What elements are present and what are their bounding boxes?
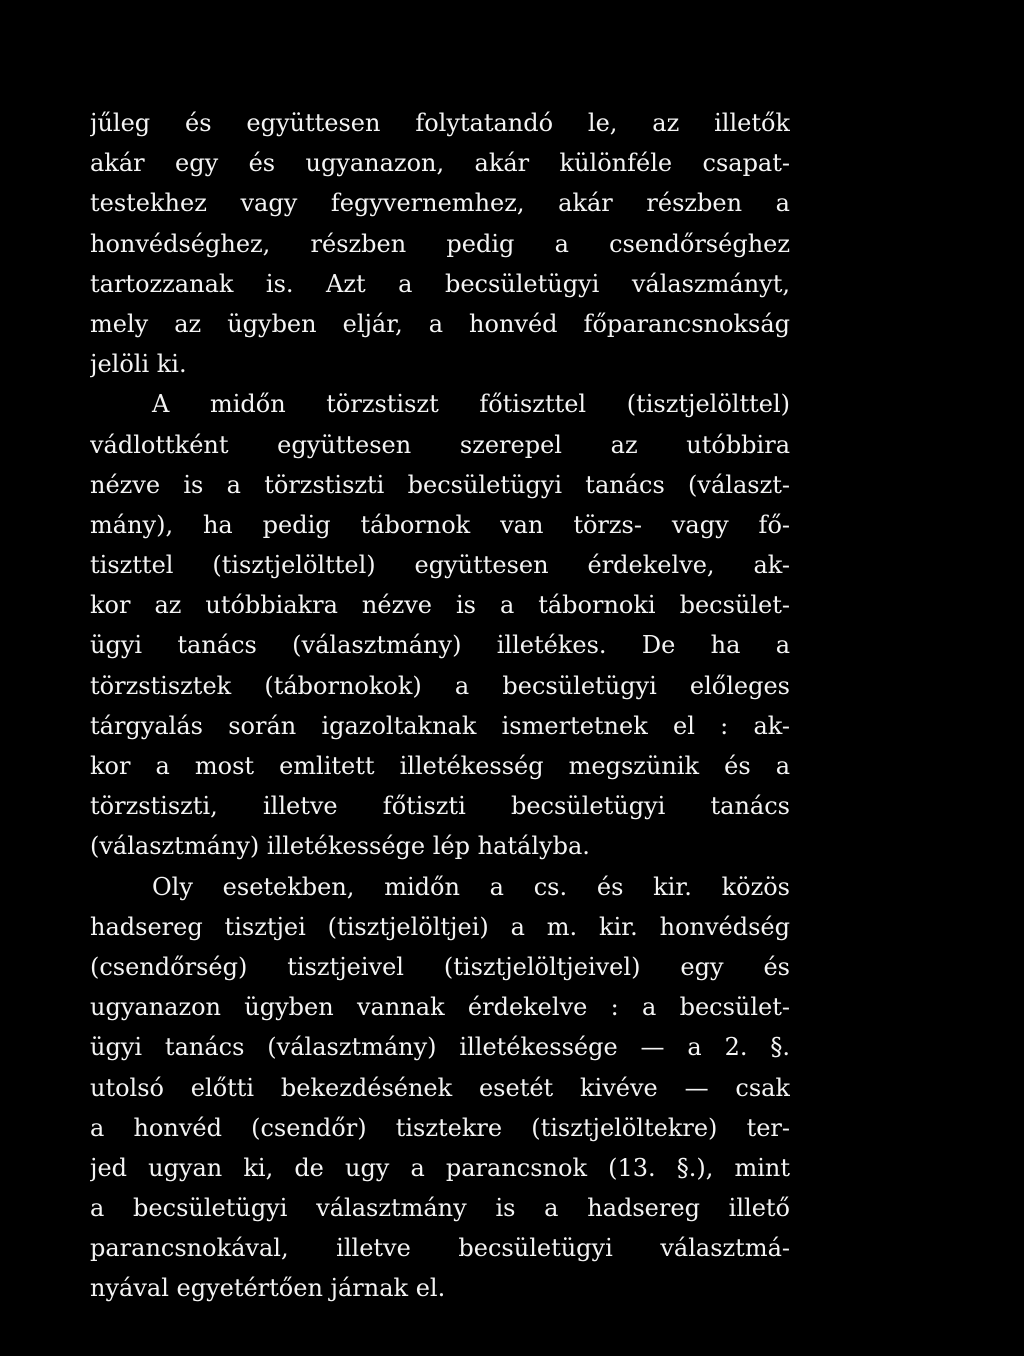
text-line: honvédséghez, részben pedig a csendőrséghez — [90, 229, 790, 258]
text-line: A midőn törzstiszt főtiszttel (tisztjelölttel) — [152, 390, 790, 419]
text-line: utolsó előtti bekezdésének esetét kivéve — csak — [90, 1073, 790, 1102]
text-line: törzstiszti, illetve főtiszti becsületügyi tanács — [90, 792, 790, 821]
text-line: ügyi tanács (választmány) illetékessége — a 2. §. — [90, 1033, 790, 1062]
text-line: ügyi tanács (választmány) illetékes. De ha a — [90, 631, 790, 660]
text-line: mány), ha pedig tábornok van törzs- vagy fő- — [90, 510, 790, 539]
text-line: akár egy és ugyanazon, akár különféle csapat- — [90, 149, 790, 178]
text-line: jed ugyan ki, de ugy a parancsnok (13. §.), mint — [90, 1153, 790, 1182]
text-line: kor az utóbbiakra nézve is a tábornoki becsület- — [90, 591, 790, 620]
text-line: törzstisztek (tábornokok) a becsületügyi előleges — [90, 671, 790, 700]
text-line: tartozzanak is. Azt a becsületügyi válaszmányt, — [90, 269, 790, 298]
text-line: jelöli ki. — [90, 350, 187, 379]
text-line: jűleg és együttesen folytatandó le, az illetők — [90, 109, 790, 137]
text-line: (csendőrség) tisztjeivel (tisztjelöltjeivel) egy és — [90, 952, 790, 981]
text-line: tárgyalás során igazoltaknak ismertetnek el : ak- — [90, 711, 790, 740]
text-line: a becsületügyi választmány is a hadsereg illető — [90, 1194, 790, 1223]
text-line: Oly esetekben, midőn a cs. és kir. közös — [152, 872, 790, 901]
text-line: nézve is a törzstiszti becsületügyi tanács (választ- — [90, 470, 790, 499]
text-line: nyával egyetértően járnak el. — [90, 1274, 446, 1303]
text-line: ugyanazon ügyben vannak érdekelve : a becsület- — [90, 993, 790, 1022]
text-line: hadsereg tisztjei (tisztjelöltjei) a m. kir. honvédség — [90, 912, 790, 941]
text-line: parancsnokával, illetve becsületügyi választmá- — [90, 1234, 790, 1263]
text-line: testekhez vagy fegyvernemhez, akár részben a — [90, 189, 790, 218]
text-line: vádlottként együttesen szerepel az utóbbira — [90, 430, 790, 459]
body-text — [90, 103, 790, 1309]
text-line: a honvéd (csendőr) tisztekre (tisztjelöltekre) ter- — [90, 1113, 790, 1142]
text-line: tiszttel (tisztjelölttel) együttesen érdekelve, ak- — [90, 551, 790, 580]
text-line: mely az ügyben eljár, a honvéd főparancsnokság — [90, 309, 790, 338]
text-line: kor a most emlitett illetékesség megszünik és a — [90, 752, 790, 780]
text-line: (választmány) illetékessége lép hatályba. — [90, 832, 590, 861]
